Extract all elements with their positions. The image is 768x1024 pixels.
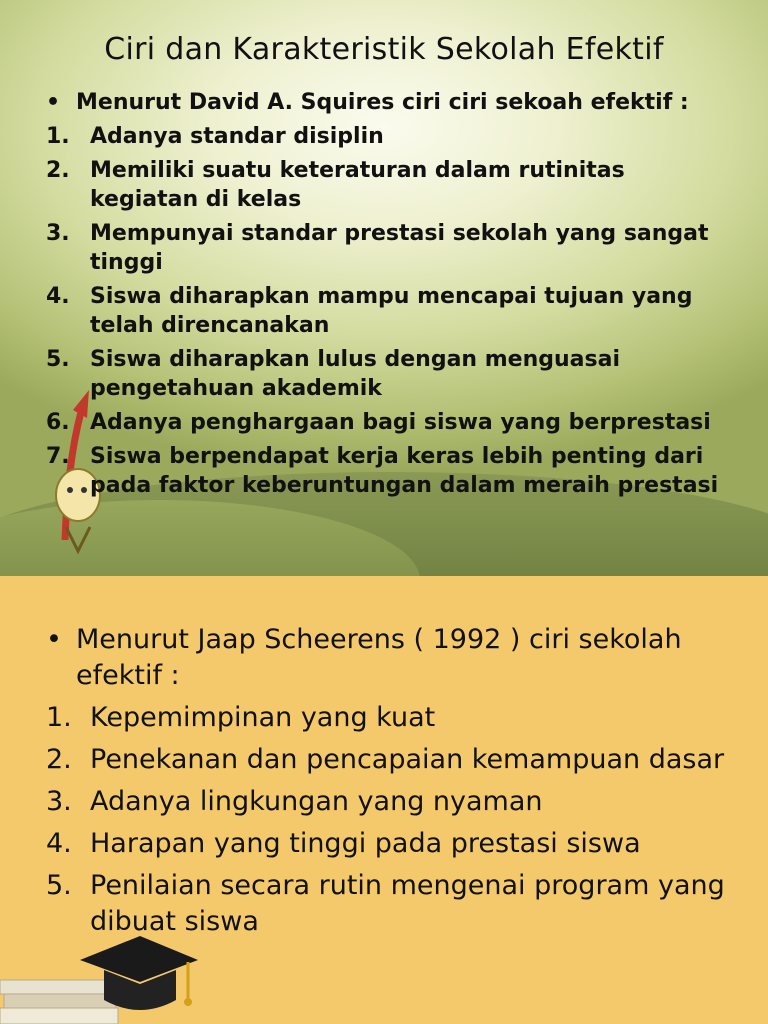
list-item [46, 345, 736, 403]
intro-text: Menurut Jaap Scheerens ( 1992 ) ciri sekolah efektif : [76, 624, 682, 691]
item-number: 5. [46, 870, 72, 901]
item-text: Kepemimpinan yang kuat [90, 702, 436, 733]
item-text: Memiliki suatu keteraturan dalam rutinitas kegiatan di kelas [90, 158, 625, 212]
item-number: 7. [46, 444, 70, 469]
list-item [46, 700, 736, 736]
item-number: 3. [46, 221, 70, 246]
list-item [46, 282, 736, 340]
item-number: 5. [46, 347, 70, 372]
list-item [46, 219, 736, 277]
item-number: 6. [46, 410, 70, 435]
scheerens-criteria-list [46, 622, 736, 946]
item-text: Penekanan dan pencapaian kemampuan dasar [90, 744, 725, 775]
bullet-icon: • [46, 624, 62, 655]
item-text: Adanya standar disiplin [90, 124, 384, 149]
item-text: Harapan yang tinggi pada prestasi siswa [90, 828, 641, 859]
item-text: Siswa berpendapat kerja keras lebih penting dari pada faktor keberuntungan dalam meraih prestasi [90, 444, 719, 498]
item-text: Penilaian secara rutin mengenai program yang dibuat siswa [90, 870, 725, 937]
item-number: 1. [46, 124, 70, 149]
slide-title: Ciri dan Karakteristik Sekolah Efektif [104, 32, 664, 67]
list-item [46, 442, 736, 500]
item-number: 1. [46, 702, 72, 733]
bullet-icon: • [46, 90, 61, 115]
item-number: 4. [46, 828, 72, 859]
squires-criteria-list [46, 88, 736, 505]
list-item [46, 742, 736, 778]
list-intro [46, 622, 736, 694]
item-text: Siswa diharapkan lulus dengan menguasai pengetahuan akademik [90, 347, 620, 401]
item-text: Mempunyai standar prestasi sekolah yang sangat tinggi [90, 221, 709, 275]
item-text: Adanya lingkungan yang nyaman [90, 786, 543, 817]
intro-text: Menurut David A. Squires ciri ciri sekoah efektif : [76, 90, 689, 115]
list-item [46, 156, 736, 214]
item-text: Adanya penghargaan bagi siswa yang berprestasi [90, 410, 711, 435]
item-text: Siswa diharapkan mampu mencapai tujuan yang telah direncanakan [90, 284, 693, 338]
list-item [46, 784, 736, 820]
list-item [46, 122, 736, 151]
list-item [46, 826, 736, 862]
list-item [46, 408, 736, 437]
item-number: 2. [46, 744, 72, 775]
item-number: 3. [46, 786, 72, 817]
list-intro [46, 88, 736, 117]
item-number: 4. [46, 284, 70, 309]
list-item [46, 868, 736, 940]
item-number: 2. [46, 158, 70, 183]
